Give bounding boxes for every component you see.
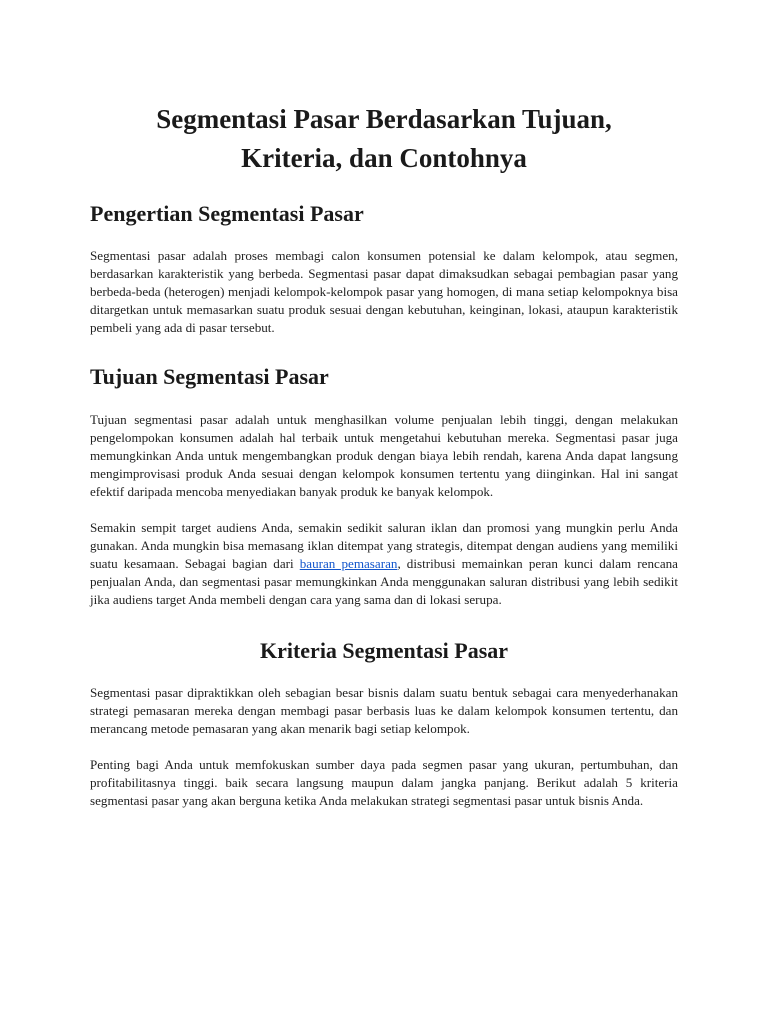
paragraph-pengertian: Segmentasi pasar adalah proses membagi calon konsumen potensial ke dalam kelompok, atau segmen, berdasarkan karakteristik yang berbeda. Segmentasi pasar dapat dimaksudkan sebagai pembagian pasar yang berbeda-beda (heterogen) menjadi kelompok-kelompok pasar yang homogen, di mana setiap kelompoknya bisa ditargetkan untuk memasarkan suatu produk sesuai dengan kebutuhan, keinginan, lokasi, ataupun karakteristik pembeli yang ada di pasar tersebut. — [90, 248, 678, 335]
paragraph-tujuan-1: Tujuan segmentasi pasar adalah untuk menghasilkan volume penjualan lebih tinggi, dengan melakukan pengelompokan konsumen adalah hal terbaik untuk mengetahui kebutuhan mereka. Segmentasi pasar juga memungkinkan Anda untuk mengembangkan produk dengan biaya lebih rendah, karena Anda dapat langsung mengimprovisasi produk Anda sesuai dengan kelompok konsumen tertentu yang diinginkan. Hal ini sangat efektif daripada mencoba menyediakan banyak produk ke banyak kelompok. — [90, 412, 678, 499]
paragraph-kriteria-2: Penting bagi Anda untuk memfokuskan sumber daya pada segmen pasar yang ukuran, pertumbuhan, dan profitabilitasnya tinggi. baik secara langsung maupun dalam jangka panjang. Berikut adalah 5 kriteria segmentasi pasar yang akan berguna ketika Anda melakukan strategi segmentasi pasar untuk bisnis Anda. — [90, 757, 678, 808]
paragraph-kriteria-1: Segmentasi pasar dipraktikkan oleh sebagian besar bisnis dalam suatu bentuk sebagai cara menyederhanakan strategi pemasaran mereka dengan membagi pasar berbasis luas ke dalam kelompok konsumen tertentu, dan merancang metode pemasaran yang akan menarik bagi setiap kelompok. — [90, 685, 678, 736]
title-line-1: Segmentasi Pasar Berdasarkan Tujuan, — [156, 104, 612, 134]
paragraph-tujuan-2 — [90, 519, 678, 609]
section-heading-pengertian: Pengertian Segmentasi Pasar — [90, 201, 364, 226]
paragraph-tujuan-2-text-b: , distribusi memainkan peran kunci dalam rencana penjualan Anda, dan segmentasi pasar memungkinkan Anda menggunakan saluran distribusi yang lebih sedikit jika audiens target Anda membeli dengan cara yang sama dan di lokasi serupa. — [90, 556, 678, 607]
bauran-pemasaran-link[interactable]: bauran pemasaran — [299, 556, 398, 571]
title-line-2: Kriteria, dan Contohnya — [241, 143, 527, 173]
section-heading-tujuan: Tujuan Segmentasi Pasar — [90, 364, 329, 389]
section-heading-kriteria: Kriteria Segmentasi Pasar — [259, 638, 509, 663]
page-title — [90, 100, 678, 178]
paragraph-tujuan-2-text-a: Semakin sempit target audiens Anda, semakin sedikit saluran iklan dan promosi yang mungkin perlu Anda gunakan. Anda mungkin bisa memasang iklan ditempat yang strategis, ditempat dengan audiens yang memiliki suatu kesamaan. Sebagai bagian dari — [90, 520, 678, 571]
